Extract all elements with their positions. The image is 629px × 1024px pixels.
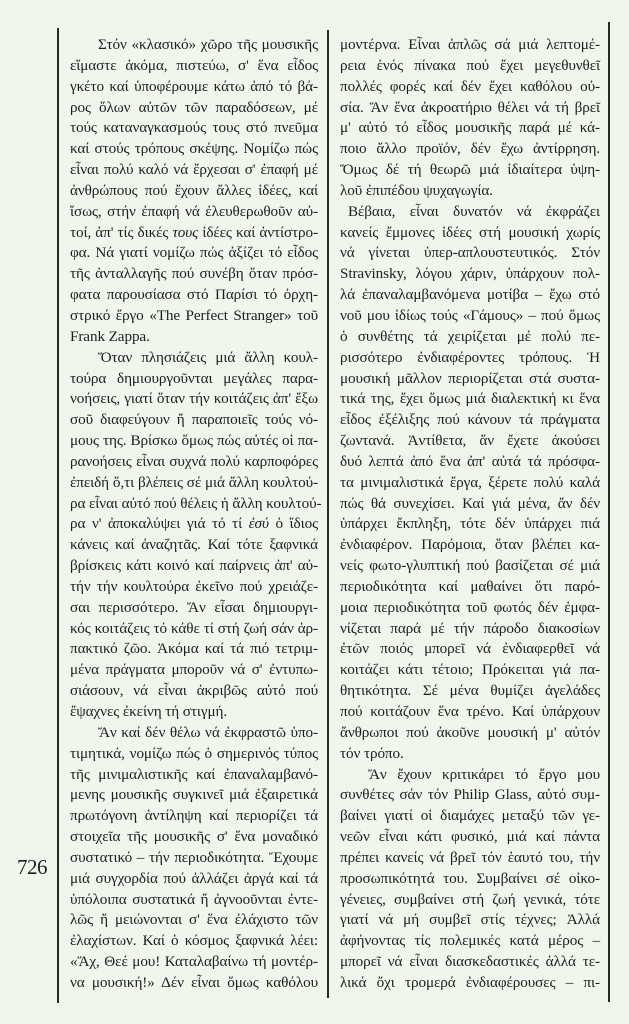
text-line: [70, 494, 322, 515]
text-segment: σιάσουν, νά εἶναι ἀκριβῶς αὐτό πού: [70, 682, 318, 700]
text-line: [340, 848, 600, 869]
text-line: [70, 285, 318, 306]
text-segment: ἐτῶν ποιός μπορεῖ νά ἐνδιαφερθεῖ νά: [340, 640, 600, 658]
text-line: [70, 827, 318, 848]
text-line: [340, 639, 600, 660]
text-segment: να μουσική!» Δέν εἶναι ὅμως καθόλου: [70, 973, 318, 991]
text-line: [340, 535, 600, 556]
text-segment: ἄνθρωποι πού ἀκοῦνε μουσική μ' αὐτόν: [340, 723, 600, 741]
column-divider-rule: [327, 30, 329, 998]
text-segment: ὑπάρχει ἔκπληξη, τότε δέν ὑπάρχει πιά: [340, 515, 600, 533]
text-line: [340, 369, 600, 390]
text-line: [70, 56, 318, 77]
text-line: [70, 473, 318, 494]
text-line: [70, 431, 318, 452]
text-line: [340, 285, 600, 306]
text-segment: Frank Zappa.: [70, 327, 150, 345]
text-line: [70, 848, 318, 869]
text-segment: νείς φωτο-γλυπτική πού βασίζεται σέ μιά: [340, 557, 600, 575]
right-margin-rule: [608, 22, 610, 1002]
text-line: [70, 77, 318, 98]
text-segment: τοί, ἀπ' τίς δικές: [70, 223, 173, 241]
text-line: [70, 556, 318, 577]
text-segment: συστατικό – τήν περιοδικότητα. Ἔχουμε: [70, 848, 318, 866]
text-segment: συνθέτες σάν τόν Philip Glass, αὐτό συμ-: [340, 786, 600, 804]
text-segment: σαι περισσότερο. Ἄν εἶσαι δημιουργι-: [70, 598, 318, 616]
text-segment: ἔψαχνες ἐκείνη τή στιγμή.: [70, 703, 228, 720]
text-segment: ρα ν' ἀποκαλύψει γιά τό τί: [70, 515, 249, 533]
text-segment: σία. Ἄν ἕνα ἀκροατήριο θέλει νά τή βρεῖ: [340, 98, 600, 116]
text-line: [70, 514, 318, 535]
text-segment: μουσική μᾶλλον περιορίζεται στά συστα-: [340, 369, 600, 387]
text-segment: μενης μουσικῆς συγκινεῖ μιά ἐξαιρετικά: [70, 786, 318, 804]
text-line: [70, 202, 318, 223]
text-line: [340, 827, 600, 848]
text-line: [70, 702, 318, 723]
text-segment: νά γίνεται ὑπερ-απλουστευτικός. Στόν: [340, 244, 600, 262]
text-segment: ὑπόλοιπα συστατικά ἤ ἀγνοοῦνται ἐντε-: [70, 890, 318, 908]
text-line: [340, 765, 600, 786]
text-line: [340, 327, 600, 348]
text-segment: τόν τρόπο.: [340, 744, 404, 762]
text-line: [340, 306, 600, 327]
text-line: [340, 744, 600, 765]
text-segment: Ἄν καί δέν θέλω νά ἐκφραστῶ ὑπο-: [98, 723, 318, 741]
text-segment: πρωτόγονη ἀντίληψη καί περιορίζει τά: [70, 807, 318, 825]
text-line: [70, 639, 318, 660]
text-line: [70, 327, 318, 348]
text-segment: κάνεις καί ἀναζητᾶς. Καί τότε ξαφνικά: [70, 536, 318, 554]
text-line: [340, 577, 600, 598]
text-line: [340, 160, 600, 181]
text-line: [340, 77, 600, 98]
text-segment: Βέβαια, εἶναι δυνατόν νά ἐκφράζει: [348, 202, 600, 220]
text-line: [70, 681, 318, 702]
text-line: [340, 223, 600, 244]
text-line: [340, 431, 600, 452]
text-segment: Στόν «κλασικό» χῶρο τῆς μουσικῆς: [98, 36, 318, 53]
text-segment: νεῶν εἶναι κάτι φυσικό, μιά καί πάντα: [340, 828, 600, 846]
text-line: [70, 118, 318, 139]
text-segment: κός κοιτάζεις τό κάθε τί στή ζωή σάν ἁρ-: [70, 619, 318, 637]
left-margin-rule: [57, 28, 59, 1003]
text-segment: φατα παρουσίασα στό Παρίσι τό ὀρχη-: [70, 286, 318, 304]
right-text-column: [340, 35, 600, 994]
text-segment: μιά συγχορδία πού ἀλλάζει ἀργά καί τά: [70, 869, 318, 887]
text-segment: μοντέρνα. Εἶναι ἁπλῶς σά μιά λεπτομέ-: [340, 36, 600, 53]
text-line: [70, 181, 318, 202]
text-segment: «Ἄχ, Θεέ μου! Καταλαβαίνω τή μοντέρ-: [70, 953, 318, 971]
text-segment: μ' αὐτό τό εἶδος μουσικῆς παρά μέ κά-: [340, 119, 600, 137]
text-segment: σοῦ διαφεύγουν ἤ παραποιεῖς τούς νό-: [70, 411, 318, 429]
text-line: [340, 348, 600, 369]
text-line: [340, 181, 600, 202]
page-number: 726: [17, 855, 47, 879]
text-line: [70, 452, 318, 473]
text-line: [340, 952, 600, 973]
text-segment: Stravinsky, λόγου χάριν, ὑπάρχουν πολ-: [340, 265, 600, 283]
text-segment: πρέπει κανείς νά βρεῖ τόν ἑαυτό του, τήν: [340, 848, 600, 866]
text-line: [70, 973, 318, 994]
text-line: [340, 473, 600, 494]
text-line: [70, 931, 318, 952]
text-line: [340, 98, 600, 119]
text-segment: ἐνδιαφέρον. Παρόμοια, ὅταν βλέπει κα-: [340, 536, 600, 554]
text-line: [340, 389, 600, 410]
text-segment: μους της. Βρίσκω ὅμως πώς αὐτές οἱ πα-: [70, 432, 318, 450]
text-segment: προσωπικότητά του. Συμβαίνει σέ οἰκο-: [340, 869, 600, 887]
text-segment: λικά ὄχι τρομερά ἐνδιαφέρουσες – πι-: [340, 973, 600, 991]
text-line: [70, 598, 318, 619]
text-segment: ρος ὅλων αὐτῶν τῶν παραδόσεων, μέ: [70, 98, 318, 116]
text-line: [70, 952, 318, 973]
text-line: [340, 410, 600, 431]
text-segment: ρανοήσεις εἶναι συχνά πολύ καρποφόρες: [70, 452, 318, 470]
text-line: [70, 306, 318, 327]
text-line: [70, 785, 318, 806]
text-line: [70, 139, 318, 160]
text-segment: τικά της, ἔχει ὅμως μιά διαλεκτική κι ἕνα: [340, 390, 600, 408]
text-segment: ρεια ἑνός πίνακα πού ἔχει μεγεθυνθεῖ: [340, 56, 600, 74]
text-line: [340, 723, 600, 744]
text-line: [70, 410, 318, 431]
text-segment: γκέτο καί ὑποφέρουμε κάτω ἀπό τό βά-: [70, 77, 318, 95]
text-segment: πακτικό ζῶο. Ἀκόμα καί τά πιό τετριμ-: [70, 640, 318, 658]
text-segment: μοια περιοδικότητα τοῦ φωτός δέν ἐμφα-: [340, 598, 600, 616]
text-line: [70, 535, 318, 556]
text-segment: νοήσεις, γιατί ὅταν τήν κοιτάζεις ἀπ' ἔξω: [70, 390, 318, 408]
text-line: [340, 619, 600, 640]
text-segment: Ὅμως δέ τή θεωρῶ μιά ἰδιαίτερα ὑψη-: [340, 161, 600, 179]
text-line: [340, 681, 600, 702]
text-segment: καί στούς τρόπους σκέψης. Νομίζω πώς: [70, 140, 318, 158]
text-line: [340, 702, 600, 723]
text-line: [340, 514, 600, 535]
text-line: [340, 785, 600, 806]
text-line: [340, 35, 600, 56]
text-segment: ἀνθρώπους πού ἔχουν ἄλλες ἰδέες, καί: [70, 181, 318, 199]
text-segment: βαίνει γιατί οἱ διαμάχες μεταξύ τῶν γε-: [340, 807, 600, 825]
text-line: [340, 452, 600, 473]
text-line: [70, 744, 318, 765]
text-segment: βρίσκεις κάτι κοινό καί παίρνεις ἀπ' αὐ-: [70, 557, 318, 575]
text-segment: γιατί νά μή συμβεῖ στίς τέχνες; Ἀλλά: [340, 911, 600, 929]
text-segment: θητικότητα. Σέ μένα θυμίζει ἀγελάδες: [340, 682, 600, 700]
text-segment: πώς θά συνεχίσει. Καί γιά μένα, ἄν δέν: [340, 494, 600, 512]
text-segment: ποιο ἄλλο προϊόν, δέν ἔχω ἀντίρρηση.: [340, 140, 600, 158]
text-segment: ἀφήνοντας τίς πολεμικές κατά μέρος –: [340, 932, 600, 950]
text-line: [340, 556, 600, 577]
text-segment: τῆς ἀνταλλαγῆς πού συνέβη ὅταν πρόσ-: [70, 265, 318, 283]
text-line: [70, 160, 318, 181]
text-segment: κανείς ἔμμονες ἰδέες στή μουσική χωρίς: [340, 223, 600, 241]
text-line: [340, 264, 600, 285]
text-line: [70, 223, 318, 244]
text-line: [70, 765, 318, 786]
text-line: [70, 869, 318, 890]
text-line: [70, 35, 318, 56]
text-line: [70, 369, 318, 390]
text-segment: ὁ συνθέτης τά χειρίζεται μέ πολύ πε-: [340, 327, 600, 345]
text-line: [340, 931, 600, 952]
text-segment: ρα εἶναι αὐτό πού θέλεις ἡ ἄλλη κουλτού-: [70, 494, 322, 512]
text-segment: Ὅταν πλησιάζεις μιά ἄλλη κουλ-: [98, 348, 318, 366]
text-line: [340, 56, 600, 77]
text-line: [70, 389, 318, 410]
text-line: [70, 98, 318, 119]
text-segment: ἰδέες καί ἀντίστρο-: [198, 223, 318, 241]
text-line: [340, 118, 600, 139]
text-line: [70, 660, 318, 681]
text-segment: τα μινιμαλιστικά ἔργα, ξέρετε πολύ καλά: [340, 473, 600, 491]
text-segment: κοιτάζει κάτι τέτοιο; Πρόκειται γιά πα-: [340, 661, 600, 679]
text-segment: ὁ ἴδιος: [268, 515, 318, 533]
text-segment: ρισσότερο ἐνδιαφέροντες τρόπους. Ἡ: [340, 348, 600, 366]
text-segment: νοῦ μου ἰδίως τούς «Γάμους» – πού ὅμως: [340, 306, 600, 324]
text-segment: ζωντανά. Ἀντίθετα, ἄν ἔχετε ἀκούσει: [340, 432, 600, 450]
text-segment: ἐπειδή ὅ,τι βλέπεις σέ μιά ἄλλη κουλτού-: [70, 473, 318, 491]
text-segment: τούς καταναγκασμούς τους στό πνεῦμα: [70, 119, 318, 137]
text-line: [340, 806, 600, 827]
text-segment: μπορεῖ νά εἶναι διασκεδαστικές ἀλλά τε-: [340, 953, 600, 971]
text-segment: νίζεται παρά μέ τήν πάροδο διακοσίων: [340, 619, 600, 637]
text-line: [340, 598, 600, 619]
text-line: [70, 243, 318, 264]
text-line: [340, 890, 600, 911]
text-segment: φα. Νά γιατί νομίζω πώς ἀξίζει τό εἶδος: [70, 244, 318, 262]
text-segment: δυό λεπτά ἀπό ἕνα ἀπ' αὐτά τά πρόσφα-: [340, 452, 600, 470]
text-line: [70, 910, 318, 931]
text-line: [340, 660, 600, 681]
text-segment: τῆς μινιμαλιστικῆς καί ἐπαναλαμβανό-: [70, 765, 318, 783]
text-segment: λοῦ ἐπιπέδου ψυχαγωγία.: [340, 181, 493, 199]
italic-text: τους: [172, 223, 199, 241]
text-line: [70, 619, 318, 640]
text-line: [340, 243, 600, 264]
text-segment: περιοδικότητα καί μαθαίνει ὅτι παρό-: [340, 577, 600, 595]
text-segment: εἶναι πολύ καλό νά ἔρχεσαι σ' ἐπαφή μέ: [70, 161, 318, 179]
text-segment: ἴσως, στήν ἐπαφή νά ἐλευθερωθοῦν αὐ-: [70, 202, 318, 220]
text-line: [70, 264, 318, 285]
text-line: [70, 890, 318, 911]
text-segment: στρικό ἔργο «The Perfect Stranger» τοῦ: [70, 306, 318, 324]
text-segment: τιμητικά, νομίζω πώς ὁ σημερινός τύπος: [70, 744, 318, 762]
text-line: [340, 139, 600, 160]
text-line: [340, 494, 600, 515]
left-text-column: [70, 35, 322, 994]
text-line: [70, 723, 318, 744]
text-segment: λά ἐπαναλαμβανόμενα μοτίβα – ἔχω στό: [340, 286, 600, 304]
text-line: [340, 202, 600, 223]
text-segment: γένειες, συμβαίνει στή ζωή γενικά, τότε: [340, 890, 600, 908]
text-line: [340, 910, 600, 931]
text-segment: εἴμαστε ἀκόμα, πιστεύω, σ' ἕνα εἶδος: [70, 56, 318, 74]
text-segment: τήν τήν κουλτούρα ἐκεῖνο πού χρειάζε-: [70, 577, 318, 595]
text-line: [340, 869, 600, 890]
italic-text: ἐσύ: [248, 515, 269, 533]
text-line: [340, 973, 600, 994]
text-segment: πού κοιτάζουν ἕνα τρένο. Καί ὑπάρχουν: [340, 703, 600, 720]
text-segment: λῶς ἤ μειώνονται σ' ἕνα ἐλάχιστο τῶν: [70, 911, 318, 929]
text-segment: Ἄν ἔχουν κριτικάρει τό ἔργο μου: [368, 765, 600, 783]
text-segment: τούρα δημιουργοῦνται μεγάλες παρα-: [70, 369, 318, 387]
text-line: [70, 348, 318, 369]
text-segment: πολλές φορές καί δέν ἔχει καθόλου οὐ-: [340, 77, 600, 95]
text-line: [70, 806, 318, 827]
text-segment: εἶδος ἐξέλιξης πού κάνουν τά πράγματα: [340, 411, 600, 429]
text-segment: ἐλαχίστων. Καί ὁ κόσμος ξαφνικά λέει:: [70, 932, 318, 950]
text-line: [70, 577, 318, 598]
text-segment: στοιχεῖα τῆς μουσικῆς σ' ἕνα μοναδικό: [70, 828, 318, 846]
text-segment: μένα πράγματα μποροῦν νά σ' ἐντυπω-: [70, 661, 318, 679]
